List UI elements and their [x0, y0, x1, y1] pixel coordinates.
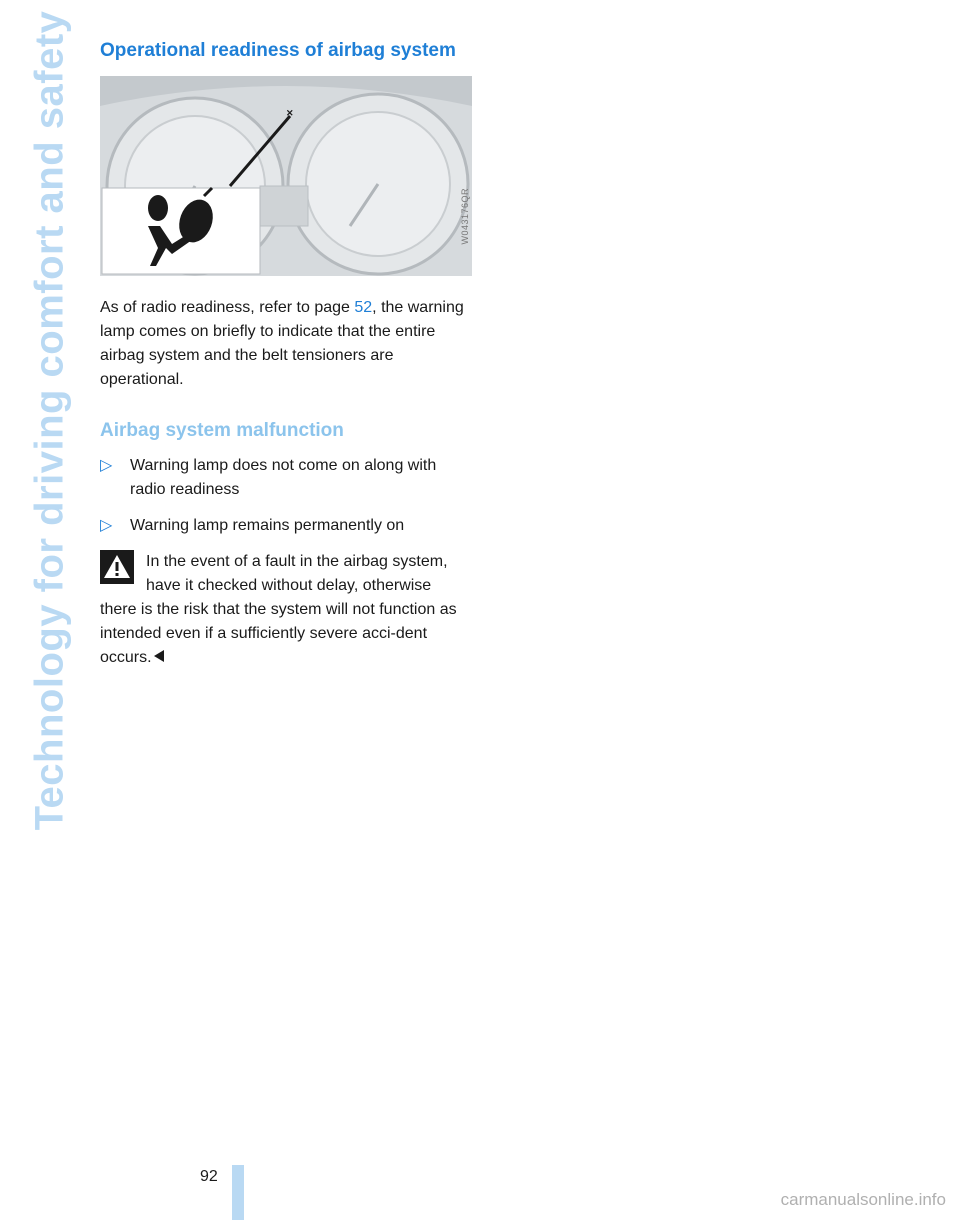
svg-text:✕: ✕ [286, 108, 294, 118]
list-item-text: Warning lamp remains permanently on [130, 517, 405, 534]
malfunction-title: Airbag system malfunction [100, 420, 344, 441]
chapter-title-text: Technology for driving comfort and safety [27, 10, 72, 830]
warning-note [100, 550, 472, 670]
instrument-cluster-illustration [100, 76, 472, 276]
figure-code: W043176QR [460, 188, 470, 245]
readiness-text-1: As of radio readiness, refer to page [100, 299, 355, 316]
page-reference-link[interactable]: 52 [354, 299, 373, 316]
section-title: Operational readiness of airbag system [100, 40, 456, 61]
page-content [100, 40, 472, 670]
instrument-cluster-figure [100, 76, 472, 276]
readiness-text-2: , the warning lamp comes on briefly to indicate that the entire airbag system and the belt tensioners are operational. [100, 299, 464, 388]
page-bar [232, 1165, 244, 1220]
page-number: 92 [200, 1168, 218, 1185]
list-item-text: Warning lamp does not come on along with radio readiness [130, 457, 437, 498]
end-of-section-icon [154, 650, 164, 662]
list-item [100, 454, 472, 502]
bullet-marker-icon: ▷ [100, 457, 113, 474]
malfunction-list [100, 454, 472, 538]
bullet-marker-icon: ▷ [100, 517, 113, 534]
readiness-paragraph [100, 296, 472, 392]
chapter-side-title [20, 10, 80, 830]
warning-triangle-icon [100, 550, 134, 584]
warning-text: In the event of a fault in the airbag system, have it checked without delay, otherwise there is the risk that the system will not function as intended even if a sufficiently severe acci-dent occurs. [100, 553, 457, 666]
list-item [100, 514, 472, 538]
watermark: carmanualsonline.info [780, 1190, 946, 1209]
